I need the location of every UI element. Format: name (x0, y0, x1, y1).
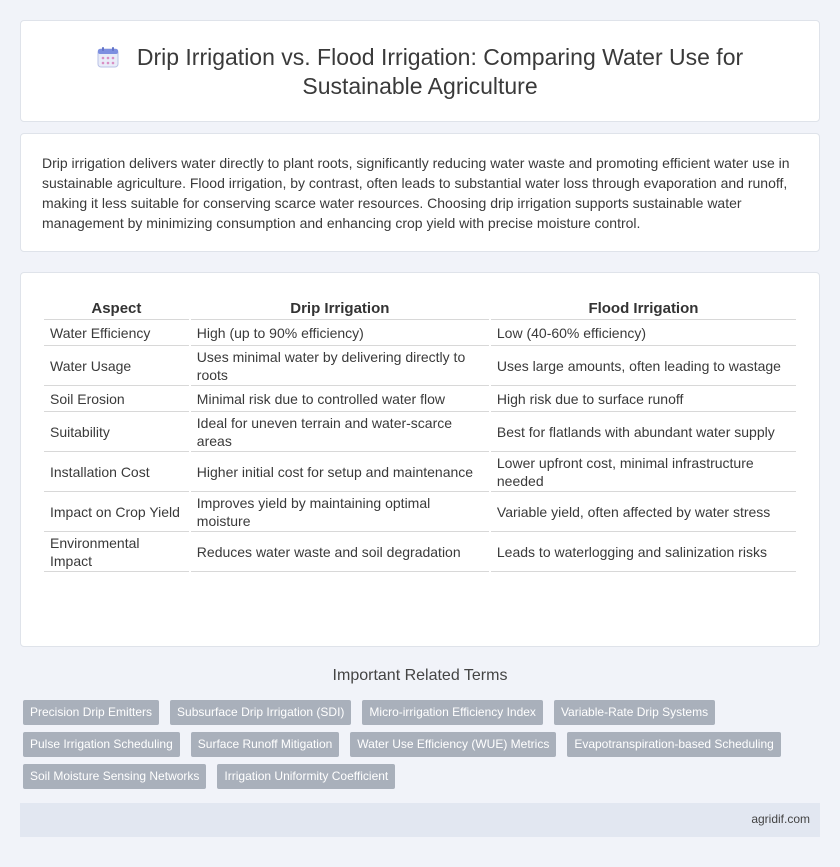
cell-flood: Leads to waterlogging and salinization risks (491, 532, 796, 572)
cell-drip: Reduces water waste and soil degradation (191, 532, 489, 572)
footer-site-link[interactable]: agridif.com (751, 812, 810, 826)
table-header-row (44, 296, 796, 320)
cell-drip: Minimal risk due to controlled water flow (191, 386, 489, 412)
comparison-card (20, 272, 820, 647)
term-tag[interactable]: Precision Drip Emitters (23, 700, 159, 725)
cell-aspect: Impact on Crop Yield (44, 492, 189, 532)
cell-drip: Ideal for uneven terrain and water-scarce areas (191, 412, 489, 452)
intro-paragraph: Drip irrigation delivers water directly to plant roots, significantly reducing water waste and promoting efficient water use in sustainable agriculture. Flood irrigation, by contrast, often leads to substantial water loss through evaporation and runoff, making it less suitable for conserving scarce water resources. Choosing drip irrigation supports sustainable water management by minimizing consumption and enhancing crop yield with precise moisture control. (42, 155, 790, 231)
related-terms-list (20, 700, 810, 789)
cell-drip: High (up to 90% efficiency) (191, 320, 489, 346)
cell-aspect: Water Efficiency (44, 320, 189, 346)
term-tag[interactable]: Evapotranspiration-based Scheduling (567, 732, 780, 757)
comparison-table (42, 296, 798, 572)
term-tag[interactable]: Subsurface Drip Irrigation (SDI) (170, 700, 351, 725)
table-row (44, 346, 796, 386)
cell-aspect: Environmental Impact (44, 532, 189, 572)
intro-card (20, 133, 820, 252)
cell-aspect: Soil Erosion (44, 386, 189, 412)
term-tag[interactable]: Soil Moisture Sensing Networks (23, 764, 206, 789)
term-tag[interactable]: Micro-irrigation Efficiency Index (362, 700, 543, 725)
footer-bar (20, 803, 820, 837)
cell-aspect: Installation Cost (44, 452, 189, 492)
page-title-wrap (21, 43, 819, 101)
cell-drip: Improves yield by maintaining optimal moisture (191, 492, 489, 532)
table-row (44, 320, 796, 346)
table-row (44, 492, 796, 532)
title-card (20, 20, 820, 122)
term-tag[interactable]: Variable-Rate Drip Systems (554, 700, 715, 725)
header-drip: Drip Irrigation (191, 296, 489, 320)
cell-flood: Low (40-60% efficiency) (491, 320, 796, 346)
cell-flood: Best for flatlands with abundant water supply (491, 412, 796, 452)
term-tag[interactable]: Pulse Irrigation Scheduling (23, 732, 180, 757)
header-aspect: Aspect (44, 296, 189, 320)
related-terms-title: Important Related Terms (332, 667, 508, 684)
calendar-icon (97, 46, 119, 68)
cell-flood: Variable yield, often affected by water stress (491, 492, 796, 532)
page-title: Drip Irrigation vs. Flood Irrigation: Comparing Water Use for Sustainable Agriculture (136, 44, 744, 99)
cell-flood: Lower upfront cost, minimal infrastructure needed (491, 452, 796, 492)
cell-drip: Uses minimal water by delivering directly to roots (191, 346, 489, 386)
cell-flood: High risk due to surface runoff (491, 386, 796, 412)
table-row (44, 412, 796, 452)
term-tag[interactable]: Surface Runoff Mitigation (191, 732, 340, 757)
table-row (44, 532, 796, 572)
cell-drip: Higher initial cost for setup and maintenance (191, 452, 489, 492)
cell-flood: Uses large amounts, often leading to wastage (491, 346, 796, 386)
table-row (44, 386, 796, 412)
term-tag[interactable]: Water Use Efficiency (WUE) Metrics (350, 732, 556, 757)
cell-aspect: Water Usage (44, 346, 189, 386)
header-flood: Flood Irrigation (491, 296, 796, 320)
cell-aspect: Suitability (44, 412, 189, 452)
table-row (44, 452, 796, 492)
term-tag[interactable]: Irrigation Uniformity Coefficient (217, 764, 395, 789)
